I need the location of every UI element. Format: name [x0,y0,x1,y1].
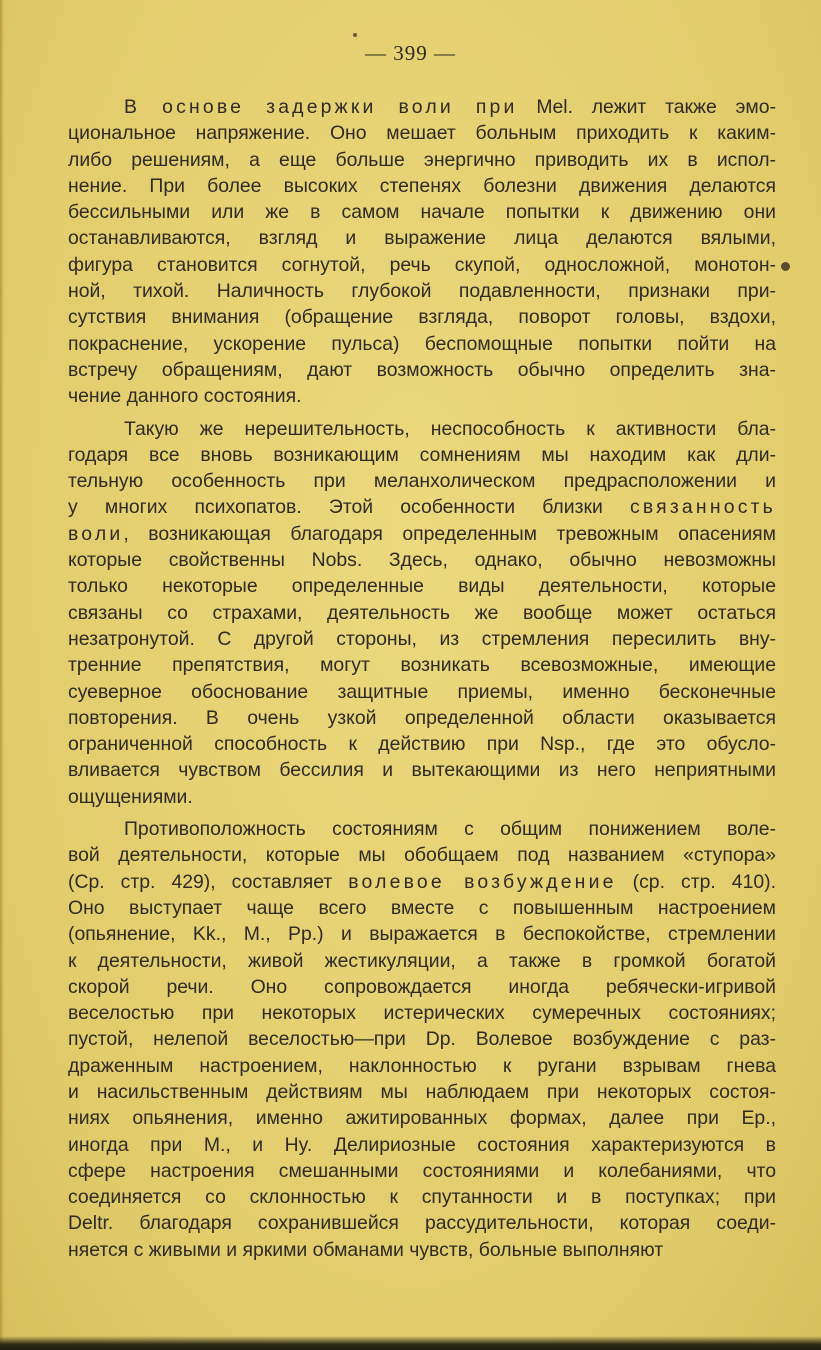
text-run: к деятельности, живой жестикуляции, а также в громкой богатой [68,949,776,972]
text-line [68,468,776,494]
text-run: циональное напряжение. Оно мешает больным приходить к каким- [68,122,776,145]
text-line [68,547,776,573]
text-run: либо решениям, а еще больше энергично приводить их в испол- [68,148,776,171]
text-line [68,225,776,251]
text-run: фигура становится согнутой, речь скупой, односложной, монотон- [68,253,776,276]
page-number: — 399 — [365,41,456,65]
text-run: Противоположность состояниям с общим понижением воле- [124,818,776,841]
text-run: встречу обращениям, дают возможность обычно определить зна- [68,358,776,381]
text-run: соединяется со склонностью к спутанности и в поступках; при [68,1186,776,1209]
page-left-edge [0,0,4,1350]
text-line [68,357,776,383]
text-line [68,948,776,974]
text-line [68,842,776,868]
body-text [68,94,776,1263]
text-line [68,731,776,757]
text-line [68,252,776,278]
text-line [68,1210,776,1236]
text-run: которые свойственны Nobs. Здесь, однако, обычно невозможны [68,549,776,572]
text-line [68,705,776,731]
text-run: чение данного состояния. [68,385,302,408]
text-line [68,521,776,547]
text-line [68,895,776,921]
text-run: покраснение, ускорение пульса) беспомощные попытки пойти на [68,332,776,355]
text-line [68,173,776,199]
text-line [68,199,776,225]
text-line [68,1053,776,1079]
text-run: связаны со страхами, деятельность же вообще может остаться [68,601,776,624]
text-run: скорой речи. Оно сопровождается иногда ребячески-игривой [68,975,776,998]
text-run: вливается чувством бессилия и вытекающими из него неприятными [68,759,776,782]
text-run: суеверное обоснование защитные приемы, именно бесконечные [68,680,776,703]
text-line [68,494,776,520]
text-line [68,652,776,678]
text-line [68,600,776,626]
text-line [68,573,776,599]
text-run: годаря все вновь возникающим сомнениям мы находим как дли- [68,443,776,466]
text-line [68,816,776,842]
text-line [68,1105,776,1131]
text-line [68,120,776,146]
text-line [68,784,776,810]
spaced-emphasis-text: В основе задержки воли при [124,96,518,118]
text-line [68,679,776,705]
text-line [68,442,776,468]
text-run: и насильственным действиям мы наблюдаем при некоторых состоя- [68,1080,776,1103]
text-run: няется с живыми и яркими обманами чувств, больные выполняют [68,1238,664,1261]
text-run: нение. При более высоких степенях болезни движения делаются [68,174,776,197]
text-line [68,278,776,304]
text-line [68,1026,776,1052]
text-run: (ср. стр. 410). [616,870,776,893]
text-line [68,304,776,330]
text-run: только некоторые определенные виды деятельности, которые [68,575,776,598]
text-line [68,1158,776,1184]
text-line [68,1079,776,1105]
page-bottom-edge [0,1336,821,1350]
text-run: сутствия внимания (обращение взгляда, поворот головы, вздохи, [68,306,776,329]
text-line [68,331,776,357]
ink-speck [353,33,357,37]
text-run: тельную особенность при меланхолическом предрасположении и [68,470,776,493]
text-line [68,757,776,783]
text-line [68,1132,776,1158]
text-line [68,921,776,947]
text-line [68,974,776,1000]
text-run: пустой, нелепой веселостью—при Dp. Волевое возбуждение с раз- [68,1028,776,1051]
text-run: бессильными или же в самом начале попытки к движению они [68,201,776,224]
spaced-emphasis-text: воли [68,522,124,545]
text-run: останавливаются, взгляд и выражение лица делаются вялыми, [68,227,776,250]
text-line [68,416,776,442]
spaced-emphasis-text: связанность [629,496,776,519]
text-line [68,1000,776,1026]
spaced-emphasis-text: волевое возбуждение [348,870,617,893]
text-run: незатронутой. С другой стороны, из стремления пересилить вну- [68,627,776,650]
text-run: ощущениями. [68,785,193,808]
text-run: тренние препятствия, могут возникать всевозможные, имеющие [68,654,776,677]
text-run: (Ср. стр. 429), составляет [68,870,349,893]
text-run: Оно выступает чаще всего вместе с повышенным настроением [68,896,776,919]
ink-speck [781,262,790,271]
text-line [68,869,776,895]
text-line [68,1184,776,1210]
text-line [68,626,776,652]
text-run: Mel. лежит также эмо- [517,96,776,118]
text-run: ограниченной способность к действию при Nsp., где это обусло- [68,733,776,756]
text-run: сфере настроения смешанными состояниями и колебаниями, что [68,1159,776,1182]
text-run: Такую же нерешительность, неспособность к активности бла- [124,417,776,440]
text-line [68,147,776,173]
text-run: Deltr. благодаря сохранившейся рассудительности, которая соеди- [68,1212,776,1235]
text-run: у многих психопатов. Этой особенности близки [68,496,630,519]
text-run: веселостью при некоторых истерических сумеречных состояниях; [68,1002,776,1025]
text-run: , возникающая благодаря определенным тревожным опасениям [123,522,776,545]
text-run: вой деятельности, которые мы обобщаем под названием «ступора» [68,844,776,867]
text-run: драженным настроением, наклонностью к ругани взрывам гнева [68,1054,776,1077]
text-run: ниях опьянения, именно ажитированных формах, далее при Ep., [68,1107,776,1130]
text-run: повторения. В очень узкой определенной области оказывается [68,706,776,729]
text-line [68,94,776,120]
text-run: ной, тихой. Наличность глубокой подавленности, признаки при- [68,280,776,303]
text-line [68,1237,776,1263]
text-line [68,383,776,409]
text-run: иногда при M., и Hy. Делириозные состояния характеризуются в [68,1133,776,1156]
text-run: (опьянение, Kk., M., Pp.) и выражается в беспокойстве, стремлении [68,923,776,946]
